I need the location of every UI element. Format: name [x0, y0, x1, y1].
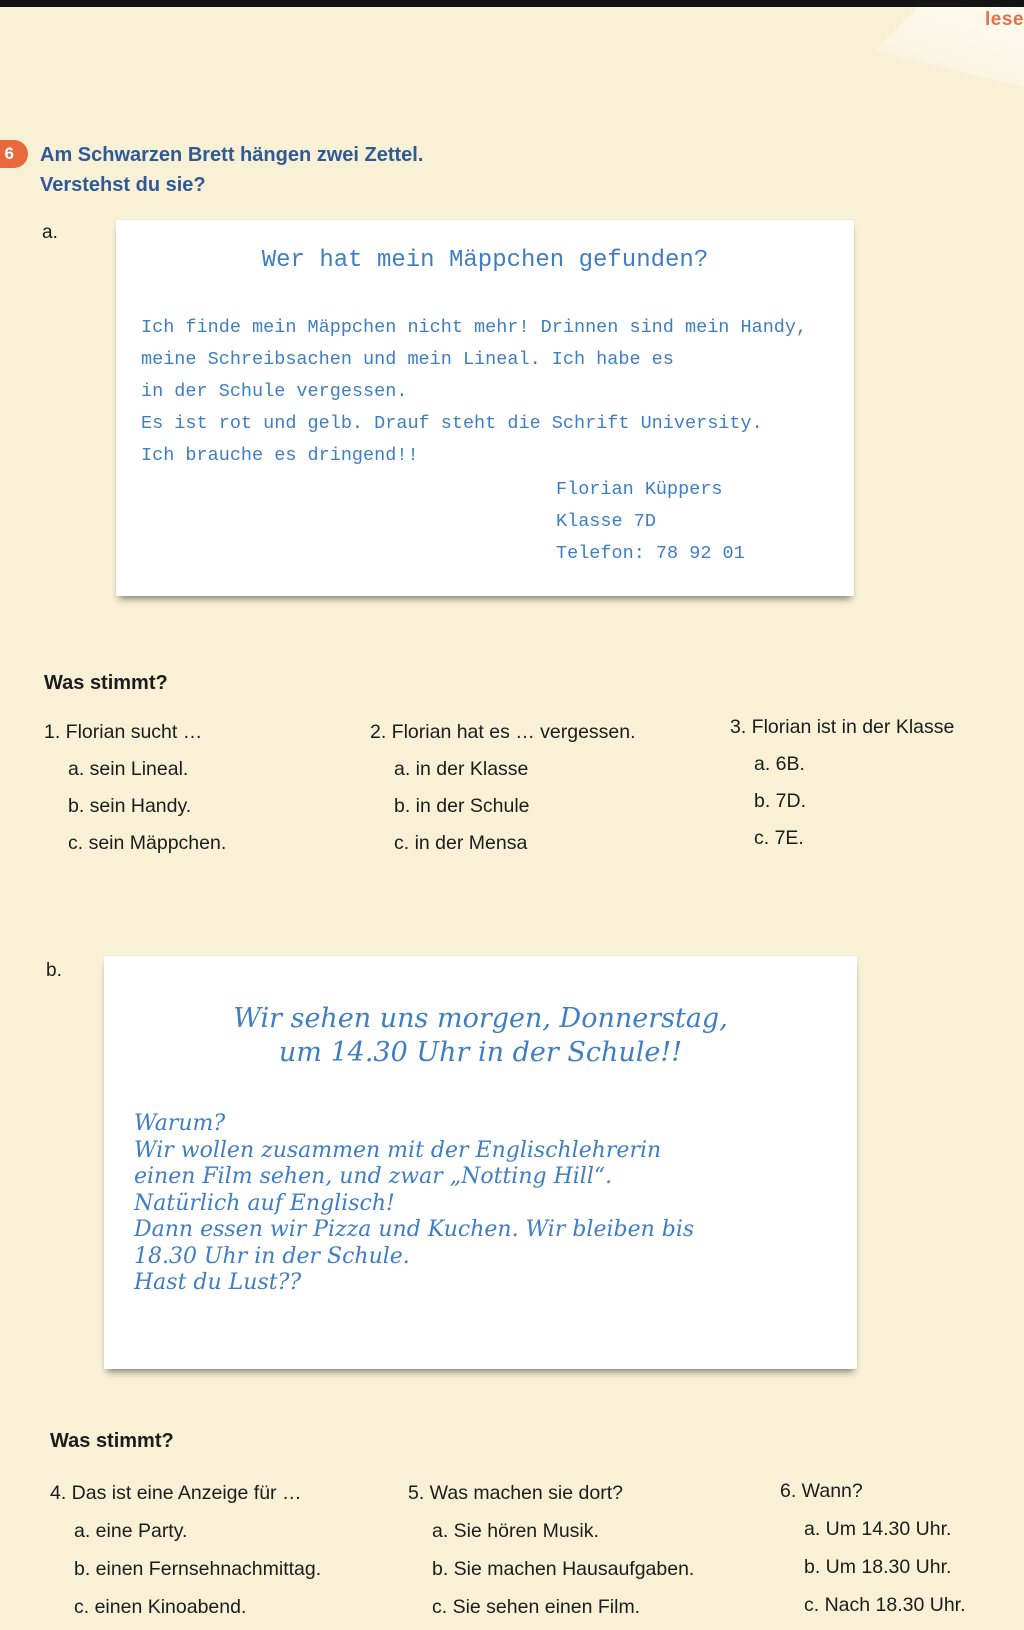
question-2: [370, 717, 636, 865]
question-text: 6. Wann?: [780, 1480, 863, 1502]
questions-a-heading: Was stimmt?: [44, 672, 168, 694]
note-a-letter: a.: [42, 222, 58, 243]
exercise-title: [40, 140, 423, 200]
exercise-title-line: Am Schwarzen Brett hängen zwei Zettel.: [40, 144, 424, 166]
exercise-title-line: Verstehst du sie?: [40, 174, 206, 196]
answer-option[interactable]: a. Um 14.30 Uhr.: [804, 1518, 952, 1540]
note-b-line: einen Film sehen, und zwar „Notting Hill“.: [134, 1164, 613, 1189]
question-3: [730, 712, 954, 860]
answer-option[interactable]: c. einen Kinoabend.: [74, 1596, 247, 1618]
answer-option[interactable]: a. sein Lineal.: [68, 758, 189, 780]
note-a-line: Ich brauche es dringend!!: [141, 445, 419, 466]
answer-option[interactable]: c. 7E.: [754, 827, 804, 849]
answer-option[interactable]: b. sein Handy.: [68, 795, 192, 817]
note-b-line: Warum?: [134, 1111, 226, 1136]
note-b-title-line: Wir sehen uns morgen, Donnerstag,: [233, 1003, 728, 1034]
answer-option[interactable]: c. Nach 18.30 Uhr.: [804, 1594, 966, 1616]
top-border: [0, 0, 1024, 7]
note-a-line: Es ist rot und gelb. Drauf steht die Schrift University.: [141, 413, 763, 434]
signature-phone: Telefon: 78 92 01: [556, 543, 745, 564]
note-b-card: [104, 956, 857, 1369]
question-1: [44, 717, 226, 865]
note-a-title: Wer hat mein Mäppchen gefunden?: [261, 247, 709, 274]
answer-option[interactable]: b. Um 18.30 Uhr.: [804, 1556, 952, 1578]
questions-b-heading: Was stimmt?: [50, 1430, 174, 1452]
signature-name: Florian Küppers: [556, 479, 723, 500]
answer-option[interactable]: c. Sie sehen einen Film.: [432, 1596, 641, 1618]
note-b-title: [104, 1002, 857, 1070]
exercise-number-badge: 6: [0, 140, 28, 168]
signature-class: Klasse 7D: [556, 511, 656, 532]
question-4: [50, 1478, 321, 1630]
question-text: 5. Was machen sie dort?: [408, 1482, 623, 1504]
question-text: 1. Florian sucht …: [44, 721, 203, 743]
note-b-title-line: um 14.30 Uhr in der Schule!!: [278, 1037, 683, 1068]
answer-option[interactable]: a. 6B.: [754, 753, 805, 775]
note-a-line: in der Schule vergessen.: [141, 381, 408, 402]
note-b-line: Hast du Lust??: [134, 1270, 302, 1295]
question-text: 4. Das ist eine Anzeige für …: [50, 1482, 302, 1504]
note-b-body: [134, 1111, 694, 1297]
note-b-line: 18.30 Uhr in der Schule.: [134, 1243, 410, 1269]
question-6: [780, 1476, 966, 1628]
answer-option[interactable]: c. sein Mäppchen.: [68, 832, 227, 854]
note-b-line: Natürlich auf Englisch!: [134, 1190, 395, 1216]
answer-option[interactable]: a. eine Party.: [74, 1520, 188, 1542]
note-a-body: [141, 312, 807, 472]
note-b-line: Wir wollen zusammen mit der Englischlehrerin: [134, 1137, 662, 1163]
answer-option[interactable]: b. 7D.: [754, 790, 807, 812]
section-tag: lese: [985, 9, 1024, 30]
note-a-line: Ich finde mein Mäppchen nicht mehr! Drinnen sind mein Handy,: [141, 317, 808, 338]
question-text: 2. Florian hat es … vergessen.: [370, 721, 636, 743]
answer-option[interactable]: c. in der Mensa: [394, 832, 528, 854]
note-a-signature: [556, 474, 745, 570]
answer-option[interactable]: a. in der Klasse: [394, 758, 529, 780]
answer-option[interactable]: b. einen Fernsehnachmittag.: [74, 1558, 322, 1580]
question-text: 3. Florian ist in der Klasse: [730, 716, 955, 738]
note-b-line: Dann essen wir Pizza und Kuchen. Wir bleiben bis: [134, 1217, 695, 1242]
answer-option[interactable]: b. Sie machen Hausaufgaben.: [432, 1558, 695, 1580]
answer-option[interactable]: b. in der Schule: [394, 795, 530, 817]
answer-option[interactable]: a. Sie hören Musik.: [432, 1520, 599, 1542]
note-a-line: meine Schreibsachen und mein Lineal. Ich habe es: [141, 349, 674, 370]
note-b-letter: b.: [46, 960, 62, 981]
question-5: [408, 1478, 694, 1630]
note-a-card: [116, 220, 854, 596]
